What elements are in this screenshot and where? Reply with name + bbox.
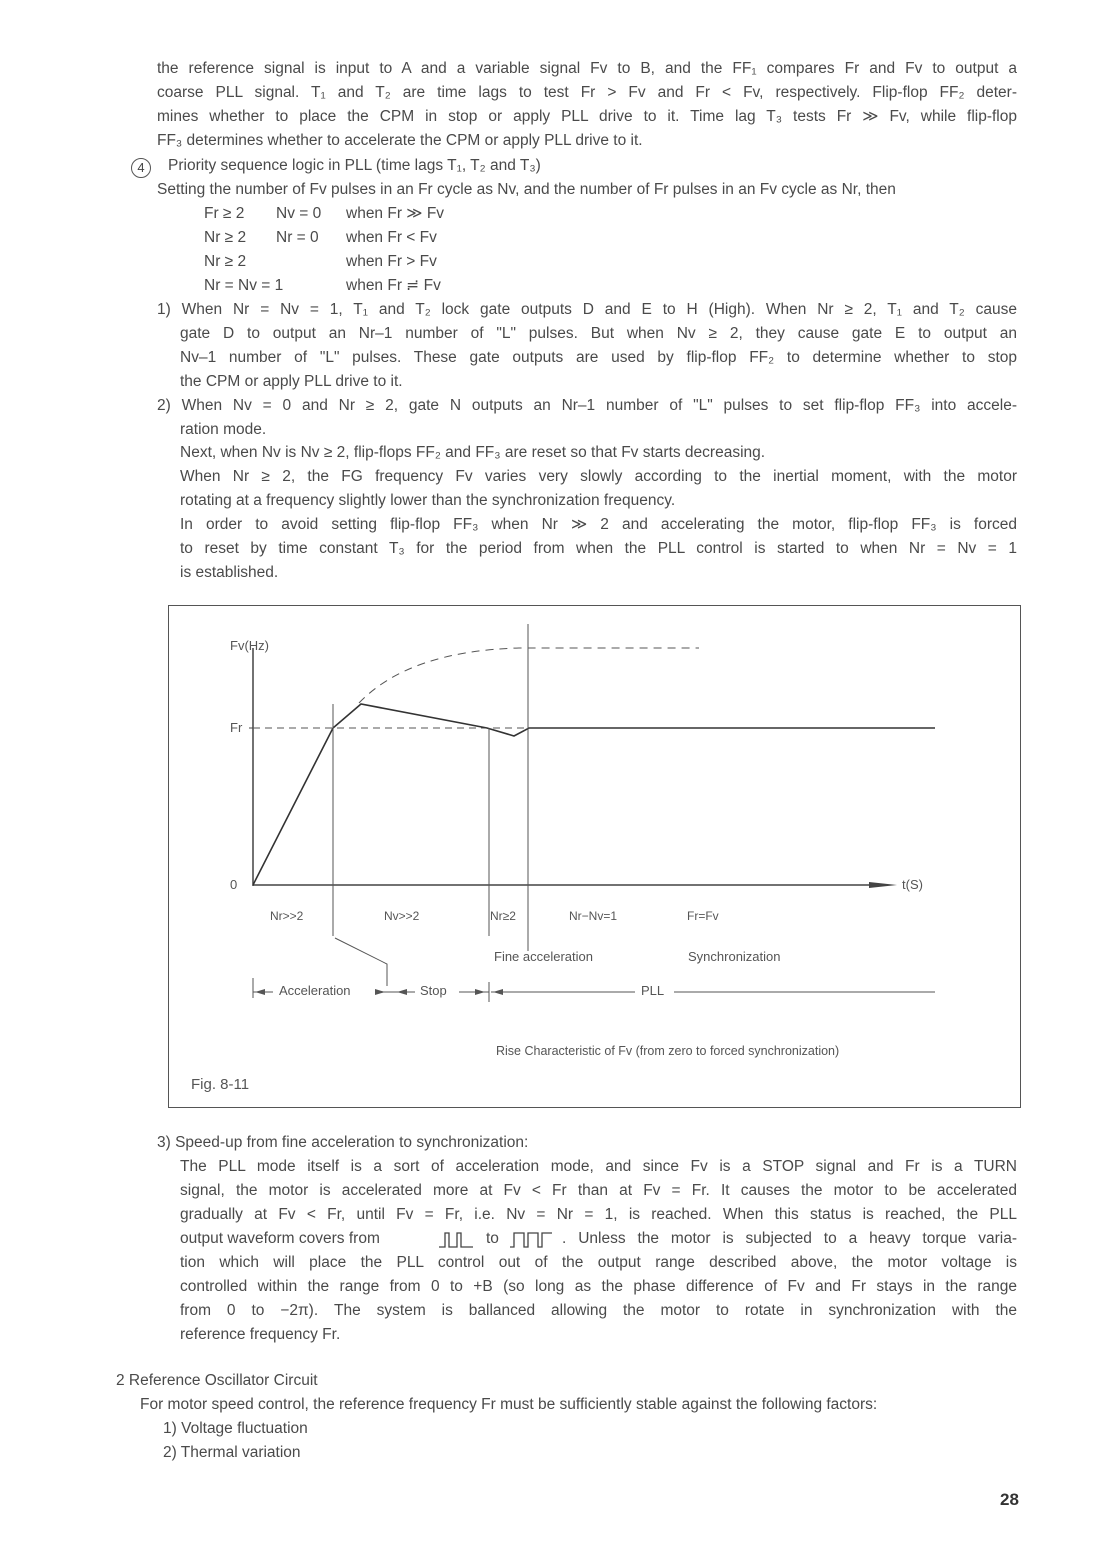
region-label-nr-ge-2: Nr≥2 — [490, 909, 516, 923]
section2-item-1: 1) Voltage fluctuation — [163, 1420, 308, 1437]
figure-caption: Rise Characteristic of Fv (from zero to forced synchronization) — [496, 1044, 840, 1058]
section2-item-2: 2) Thermal variation — [163, 1444, 301, 1461]
arrow-left-icon — [255, 989, 265, 995]
section-number-circle: 4 — [131, 158, 151, 178]
item2-line-8: is established. — [180, 564, 279, 581]
para-top-line-1: the reference signal is input to A and a variable signal Fv to B, and the FF₁ compares Fr and Fv to output a — [157, 60, 1017, 77]
x-axis-label: t(S) — [902, 877, 923, 892]
item2-line-2: ration mode. — [180, 421, 267, 438]
condition-3-left: Nr ≥ 2 — [204, 253, 247, 270]
region-label-nv-much-greater: Nv>>2 — [384, 909, 420, 923]
condition-2-left: Nr ≥ 2 — [204, 229, 247, 246]
para-top-line-4: FF₃ determines whether to accelerate the CPM or apply PLL drive to it. — [157, 132, 643, 149]
arrow-left-icon — [493, 989, 503, 995]
condition-2-mid: Nr = 0 — [276, 229, 319, 246]
section4-intro: Setting the number of Fv pulses in an Fr cycle as Nv, and the number of Fr pulses in an Fv cycle as Nr, then — [157, 181, 896, 198]
pulse-waveform-narrow-icon — [437, 1230, 477, 1250]
pulse-waveform-wide-icon — [508, 1230, 556, 1250]
arrow-left-icon — [397, 989, 407, 995]
item3-line-1: The PLL mode itself is a sort of acceleration mode, and since Fv is a STOP signal and Fr is a TURN — [180, 1158, 1017, 1175]
item3-line-6: controlled within the range from 0 to +B (so long as the phase difference of Fv and Fr stays in the range — [180, 1278, 1017, 1295]
item3-line-8: reference frequency Fr. — [180, 1326, 341, 1343]
condition-2-right: when Fr < Fv — [346, 229, 437, 246]
y-axis-label: Fv(Hz) — [230, 638, 269, 653]
item2-line-5: rotating at a frequency slightly lower than the synchronization frequency. — [180, 492, 676, 509]
pll-phase-label: PLL — [641, 983, 665, 998]
item3-line-5: tion which will place the PLL control out of the output range described above, the motor voltage is — [180, 1254, 1017, 1271]
arrow-right-icon — [375, 989, 385, 995]
stop-pointer-line — [335, 938, 387, 986]
item2-line-4: When Nr ≥ 2, the FG frequency Fv varies very slowly according to the inertial moment, with the motor — [180, 468, 1017, 485]
item3-line-4-to: to — [486, 1230, 499, 1247]
synchronization-label: Synchronization — [688, 949, 781, 964]
acceleration-phase-label: Acceleration — [279, 983, 351, 998]
condition-4-left: Nr = Nv = 1 — [204, 277, 284, 294]
item3-line-4-end: . Unless the motor is subjected to a heavy torque varia- — [562, 1230, 1017, 1247]
item2-line-3: Next, when Nv is Nv ≥ 2, flip-flops FF₂ and FF₃ are reset so that Fv starts decreasing. — [180, 444, 766, 461]
section2-intro: For motor speed control, the reference frequency Fr must be sufficiently stable against the following factors: — [140, 1396, 878, 1413]
section4-title: Priority sequence logic in PLL (time lags T₁, T₂ and T₃) — [168, 157, 541, 174]
section2-title: 2 Reference Oscillator Circuit — [116, 1372, 318, 1389]
item2-line-7: to reset by time constant T₃ for the period from when the PLL control is started to when Nr = Nv = 1 — [180, 540, 1017, 557]
zero-axis-label: 0 — [230, 877, 238, 892]
item1-line-1: 1) When Nr = Nv = 1, T₁ and T₂ lock gate outputs D and E to H (High). When Nr ≥ 2, T₁ and T₂ cause — [157, 301, 1017, 318]
item1-line-3: Nv–1 number of "L" pulses. These gate outputs are used by flip-flop FF₂ to determine whether to stop — [180, 349, 1017, 366]
item3-line-4-start: output waveform covers from — [180, 1230, 380, 1247]
condition-1-left: Fr ≥ 2 — [204, 205, 245, 222]
item1-line-2: gate D to output an Nr–1 number of "L" pulses. But when Nv ≥ 2, they cause gate E to output an — [180, 325, 1017, 342]
condition-1-mid: Nv = 0 — [276, 205, 322, 222]
condition-4-right: when Fr ≓ Fv — [346, 277, 441, 294]
stop-phase-label: Stop — [420, 983, 447, 998]
item2-line-1: 2) When Nv = 0 and Nr ≥ 2, gate N outputs an Nr–1 number of "L" pulses to set flip-flop FF₃ into accele- — [157, 397, 1017, 414]
figure-8-11 — [168, 605, 1021, 1108]
condition-3-right: when Fr > Fv — [346, 253, 437, 270]
arrow-right-icon — [475, 989, 485, 995]
figure-number: Fig. 8-11 — [191, 1076, 250, 1093]
region-label-fr-eq-fv: Fr=Fv — [687, 909, 719, 923]
fr-axis-label: Fr — [230, 720, 243, 735]
item2-line-6: In order to avoid setting flip-flop FF₃ when Nr ≫ 2 and accelerating the motor, flip-flop FF₃ is forced — [180, 516, 1017, 533]
page-number: 28 — [1000, 1490, 1019, 1509]
item3-line-7: from 0 to −2π). The system is ballanced allowing the motor to rotate in synchronization with the — [180, 1302, 1017, 1319]
para-top-line-2: coarse PLL signal. T₁ and T₂ are time lags to test Fr > Fv and Fr < Fv, respectively. Flip-flop FF₂ deter- — [157, 84, 1017, 101]
condition-1-right: when Fr ≫ Fv — [346, 205, 445, 222]
para-top-line-3: mines whether to place the CPM in stop or apply PLL drive to it. Time lag T₃ tests Fr ≫ Fv, while flip-flop — [157, 108, 1017, 125]
item1-line-4: the CPM or apply PLL drive to it. — [180, 373, 403, 390]
x-axis-arrow-icon — [869, 882, 897, 888]
forced-sync-asymptote — [359, 648, 699, 703]
item3-heading: 3) Speed-up from fine acceleration to synchronization: — [157, 1134, 529, 1151]
item3-line-2: signal, the motor is accelerated more at Fv < Fr than at Fv = Fr. It causes the motor to be accelerated — [180, 1182, 1017, 1199]
region-label-nr-much-greater: Nr>>2 — [270, 909, 304, 923]
rise-characteristic-graph — [169, 606, 1022, 1109]
fine-acceleration-label: Fine acceleration — [494, 949, 593, 964]
region-label-nr-nv-1: Nr−Nv=1 — [569, 909, 618, 923]
item3-line-3: gradually at Fv < Fr, until Fv = Fr, i.e. Nv = Nr = 1, is reached. When this status is reached, the PLL — [180, 1206, 1017, 1223]
fv-response-curve — [253, 704, 935, 885]
